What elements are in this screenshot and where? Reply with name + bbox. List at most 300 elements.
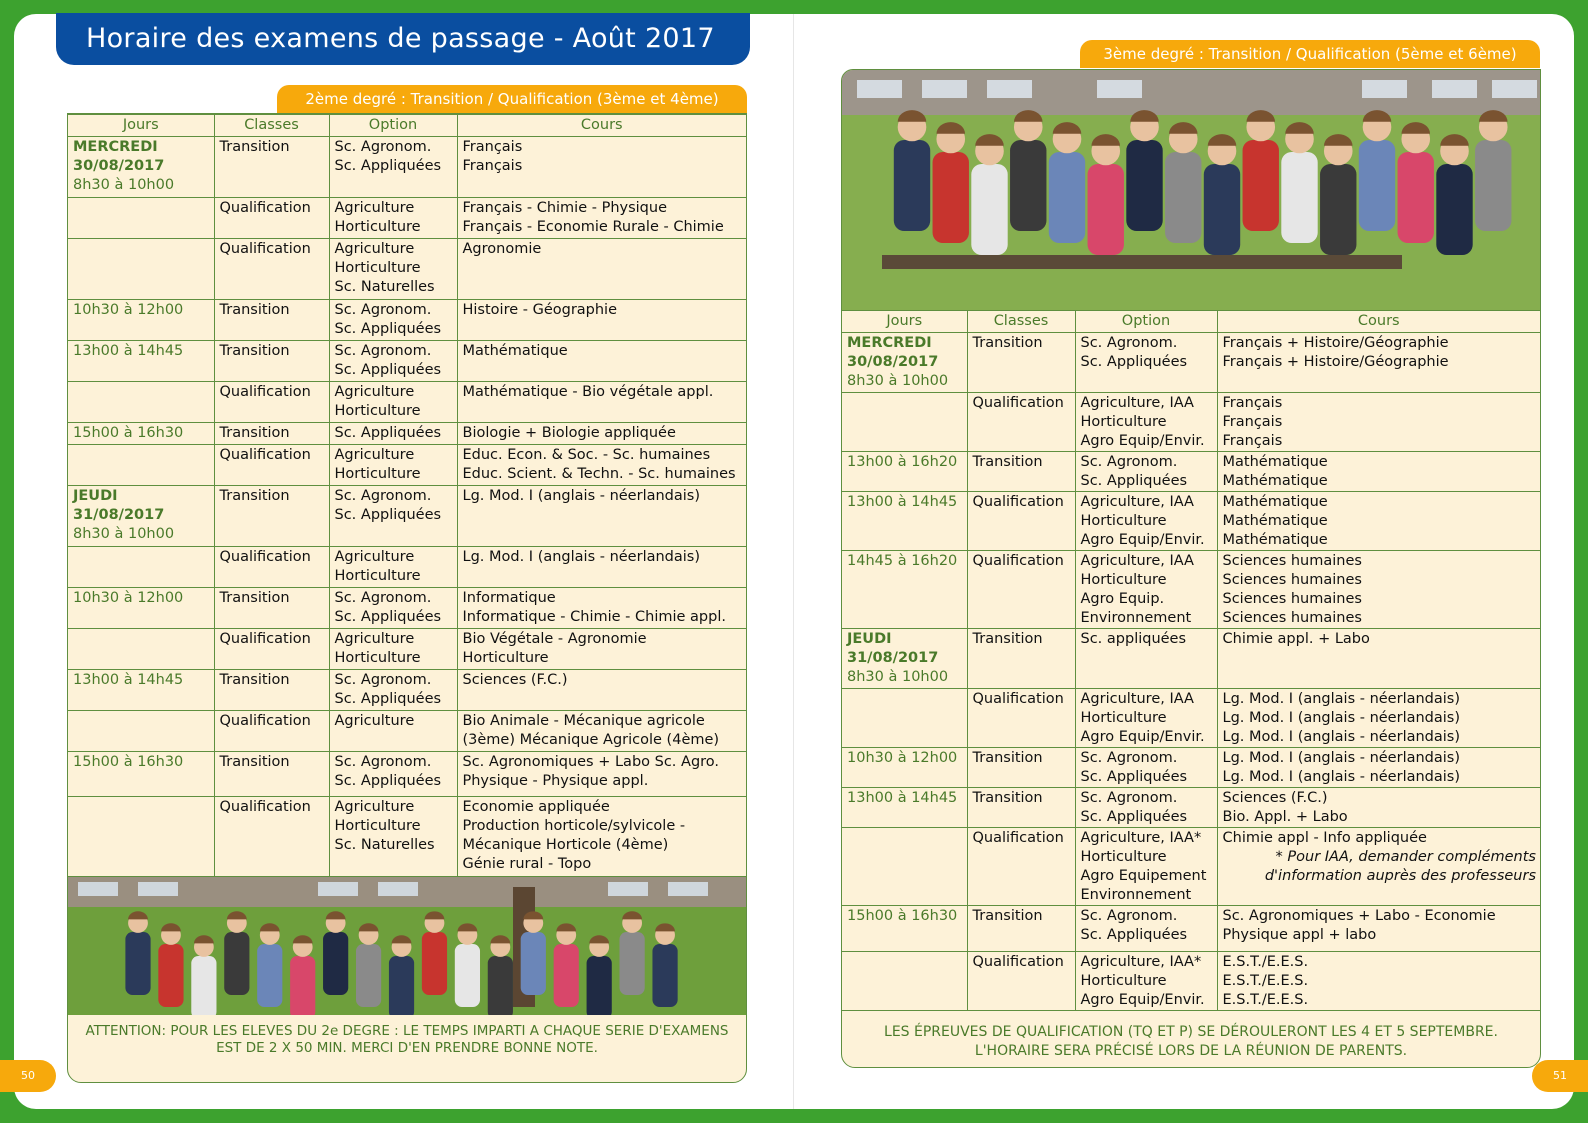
- jours-line: 10h30 à 12h00: [73, 590, 184, 606]
- cours-cell: [457, 198, 746, 239]
- option-line: Sc. Appliquées: [1080, 769, 1188, 785]
- jours-line: JEUDI: [847, 631, 892, 647]
- option-line: Sc. Appliquées: [334, 158, 442, 174]
- option-cell: [329, 629, 457, 670]
- cours-cell: [1217, 906, 1540, 952]
- classes-text: Qualification: [972, 553, 1064, 569]
- cours-line: Sciences humaines: [1222, 572, 1362, 588]
- jours-line: 8h30 à 10h00: [847, 669, 949, 685]
- cours-line: Bio Animale - Mécanique agricole: [462, 713, 705, 729]
- right-degree-tab: 3ème degré : Transition / Qualification (5ème et 6ème): [1080, 40, 1540, 68]
- jours-cell: [68, 797, 214, 877]
- jours-line: 8h30 à 10h00: [847, 373, 949, 389]
- option-line: Agriculture, IAA: [1080, 395, 1194, 411]
- classes-text: Transition: [219, 302, 290, 318]
- option-line: Horticulture: [1080, 973, 1167, 989]
- table-row: [68, 198, 746, 239]
- cours-cell: [457, 711, 746, 752]
- jours-line: 13h00 à 14h45: [73, 672, 184, 688]
- option-cell: [329, 547, 457, 588]
- option-line: Horticulture: [1080, 710, 1167, 726]
- option-line: Horticulture: [334, 818, 421, 834]
- cours-cell: [457, 588, 746, 629]
- classes-cell: [214, 588, 329, 629]
- option-line: Sc. Agronom.: [1080, 335, 1178, 351]
- table-row: [68, 341, 746, 382]
- header-classes: Classes: [967, 311, 1075, 333]
- classes-cell: [214, 670, 329, 711]
- option-line: Environnement: [1080, 610, 1192, 626]
- classes-cell: [967, 452, 1075, 492]
- cours-line: Educ. Econ. & Soc. - Sc. humaines: [462, 447, 711, 463]
- option-line: Sc. Agronom.: [1080, 750, 1178, 766]
- cours-cell: [457, 423, 746, 445]
- cours-line: Physique - Physique appl.: [462, 773, 649, 789]
- option-line: Agriculture: [334, 384, 415, 400]
- cours-line: E.S.T./E.E.S.: [1222, 992, 1309, 1008]
- option-cell: [329, 670, 457, 711]
- classes-text: Transition: [219, 590, 290, 606]
- classes-cell: [967, 748, 1075, 788]
- classes-cell: [967, 492, 1075, 551]
- option-line: Agriculture: [334, 447, 415, 463]
- cours-line: Lg. Mod. I (anglais - néerlandais): [462, 488, 701, 504]
- table-row: [842, 629, 1540, 689]
- jours-line: MERCREDI: [847, 335, 932, 351]
- option-line: Horticulture: [334, 568, 421, 584]
- table-row: [68, 752, 746, 797]
- option-cell: [1075, 452, 1217, 492]
- cours-cell: [1217, 492, 1540, 551]
- jours-cell: [842, 393, 967, 452]
- jours-cell: [68, 423, 214, 445]
- cours-line: Sciences humaines: [1222, 591, 1362, 607]
- cours-cell: [1217, 629, 1540, 689]
- option-line: Horticulture: [1080, 513, 1167, 529]
- jours-line: 15h00 à 16h30: [73, 425, 184, 441]
- left-note-line-1: ATTENTION: POUR LES ELEVES DU 2e DEGRE : LE TEMPS IMPARTI A CHAQUE SERIE D'EXAMENS: [85, 1023, 729, 1039]
- header-jours: Jours: [68, 115, 214, 137]
- cours-line: Informatique - Chimie - Chimie appl.: [462, 609, 726, 625]
- table-row: [68, 670, 746, 711]
- cours-cell: [457, 341, 746, 382]
- right-schedule-box: [841, 69, 1541, 1068]
- jours-line: 13h00 à 16h20: [847, 454, 958, 470]
- option-line: Agriculture, IAA*: [1080, 830, 1202, 846]
- jours-cell: [842, 333, 967, 393]
- classes-cell: [214, 341, 329, 382]
- option-cell: [329, 300, 457, 341]
- cours-line: Lg. Mod. I (anglais - néerlandais): [1222, 710, 1461, 726]
- jours-line: 14h45 à 16h20: [847, 553, 958, 569]
- classes-text: Qualification: [972, 830, 1064, 846]
- table-row: [68, 137, 746, 198]
- option-line: Horticulture: [334, 260, 421, 276]
- header-option: Option: [1075, 311, 1217, 333]
- footnote-line: * Pour IAA, demander compléments: [1275, 849, 1536, 865]
- cours-line: Français: [462, 139, 523, 155]
- classes-text: Transition: [972, 750, 1043, 766]
- cours-line: Mathématique - Bio végétale appl.: [462, 384, 714, 400]
- option-cell: [329, 486, 457, 547]
- classes-text: Transition: [972, 790, 1043, 806]
- cours-line: Sc. Agronomiques + Labo Sc. Agro.: [462, 754, 720, 770]
- cours-cell: [1217, 788, 1540, 828]
- jours-line: 15h00 à 16h30: [847, 908, 958, 924]
- classes-text: Qualification: [972, 691, 1064, 707]
- table-row: [842, 952, 1540, 1011]
- classes-text: Transition: [972, 631, 1043, 647]
- table-row: [68, 382, 746, 423]
- cours-line: (3ème) Mécanique Agricole (4ème): [462, 732, 720, 748]
- classes-cell: [214, 711, 329, 752]
- cours-cell: [1217, 333, 1540, 393]
- cours-cell: [1217, 828, 1540, 906]
- option-line: Agriculture, IAA*: [1080, 954, 1202, 970]
- option-cell: [329, 137, 457, 198]
- jours-line: JEUDI: [73, 488, 118, 504]
- option-line: Sc. Agronom.: [334, 488, 432, 504]
- option-line: Horticulture: [1080, 572, 1167, 588]
- cours-line: Français: [1222, 414, 1283, 430]
- classes-text: Transition: [219, 672, 290, 688]
- cours-cell: [457, 300, 746, 341]
- cours-line: Français + Histoire/Géographie: [1222, 335, 1449, 351]
- option-line: Sc. Agronom.: [1080, 790, 1178, 806]
- cours-cell: [457, 382, 746, 423]
- classes-text: Qualification: [972, 954, 1064, 970]
- jours-cell: [68, 588, 214, 629]
- option-line: Agriculture: [334, 713, 415, 729]
- option-cell: [1075, 689, 1217, 748]
- cours-line: Français: [1222, 433, 1283, 449]
- option-line: Agro Equip/Envir.: [1080, 433, 1205, 449]
- option-cell: [1075, 788, 1217, 828]
- option-line: Sc. Appliquées: [334, 362, 442, 378]
- classes-cell: [214, 445, 329, 486]
- jours-cell: [842, 689, 967, 748]
- option-line: Sc. Appliquées: [334, 609, 442, 625]
- classes-text: Qualification: [219, 384, 311, 400]
- option-cell: [329, 423, 457, 445]
- option-line: Environnement: [1080, 887, 1192, 903]
- cours-line: Chimie appl. + Labo: [1222, 631, 1370, 647]
- cours-line: Français - Economie Rurale - Chimie: [462, 219, 724, 235]
- option-line: Sc. Agronom.: [334, 139, 432, 155]
- table-row: [68, 423, 746, 445]
- cours-line: Mathématique: [1222, 454, 1328, 470]
- jours-cell: [842, 452, 967, 492]
- table-row: [68, 445, 746, 486]
- option-line: Agro Equip/Envir.: [1080, 992, 1205, 1008]
- cours-line: E.S.T./E.E.S.: [1222, 973, 1309, 989]
- classes-cell: [967, 788, 1075, 828]
- cours-line: Chimie appl - Info appliquée: [1222, 830, 1427, 846]
- cours-line: Lg. Mod. I (anglais - néerlandais): [1222, 769, 1461, 785]
- jours-cell: [68, 670, 214, 711]
- jours-line: 30/08/2017: [847, 354, 939, 370]
- jours-cell: [842, 629, 967, 689]
- option-line: Sc. Appliquées: [334, 773, 442, 789]
- classes-text: Qualification: [972, 494, 1064, 510]
- option-line: Sc. Appliquées: [334, 425, 442, 441]
- cours-line: Production horticole/sylvicole -: [462, 818, 686, 834]
- table-row: [842, 748, 1540, 788]
- table-row: [68, 629, 746, 670]
- option-cell: [1075, 492, 1217, 551]
- option-line: Sc. Naturelles: [334, 279, 435, 295]
- right-group-photo: [842, 70, 1540, 310]
- option-cell: [329, 198, 457, 239]
- classes-cell: [214, 629, 329, 670]
- cours-line: Mathématique: [1222, 532, 1328, 548]
- classes-text: Qualification: [219, 713, 311, 729]
- header-option: Option: [329, 115, 457, 137]
- cours-line: Histoire - Géographie: [462, 302, 618, 318]
- classes-cell: [967, 551, 1075, 629]
- page-number-left: 50: [0, 1060, 56, 1092]
- option-line: Agriculture: [334, 549, 415, 565]
- classes-cell: [967, 629, 1075, 689]
- table-row: [842, 393, 1540, 452]
- left-note-line-2: EST DE 2 X 50 MIN. MERCI D'EN PRENDRE BONNE NOTE.: [216, 1040, 598, 1056]
- cours-cell: [457, 629, 746, 670]
- classes-cell: [214, 423, 329, 445]
- option-cell: [1075, 906, 1217, 952]
- jours-cell: [68, 752, 214, 797]
- classes-cell: [967, 393, 1075, 452]
- classes-cell: [214, 239, 329, 300]
- option-line: Agro Equip.: [1080, 591, 1165, 607]
- cours-line: Lg. Mod. I (anglais - néerlandais): [462, 549, 701, 565]
- page-title: Horaire des examens de passage - Août 2017: [56, 13, 750, 65]
- cours-line: Mathématique: [462, 343, 568, 359]
- jours-cell: [842, 492, 967, 551]
- classes-text: Transition: [219, 139, 290, 155]
- cours-cell: [1217, 393, 1540, 452]
- classes-text: Transition: [972, 335, 1043, 351]
- classes-text: Transition: [972, 908, 1043, 924]
- cours-line: Bio. Appl. + Labo: [1222, 809, 1348, 825]
- classes-cell: [214, 382, 329, 423]
- option-cell: [1075, 748, 1217, 788]
- table-row: [842, 689, 1540, 748]
- header-cours: Cours: [1217, 311, 1540, 333]
- cours-line: Mathématique: [1222, 513, 1328, 529]
- option-line: Horticulture: [334, 466, 421, 482]
- right-note-line-2: L'HORAIRE SERA PRÉCISÉ LORS DE LA RÉUNION DE PARENTS.: [974, 1043, 1408, 1059]
- option-line: Agriculture: [334, 799, 415, 815]
- header-classes: Classes: [214, 115, 329, 137]
- classes-cell: [967, 828, 1075, 906]
- table-row: [842, 492, 1540, 551]
- cours-cell: [1217, 952, 1540, 1011]
- classes-text: Qualification: [219, 549, 311, 565]
- jours-cell: [68, 547, 214, 588]
- header-cours: Cours: [457, 115, 746, 137]
- cours-line: Horticulture: [462, 650, 549, 666]
- classes-cell: [214, 198, 329, 239]
- option-line: Sc. Appliquées: [334, 321, 442, 337]
- cours-line: E.S.T./E.E.S.: [1222, 954, 1309, 970]
- classes-text: Transition: [219, 754, 290, 770]
- option-cell: [1075, 393, 1217, 452]
- option-line: Sc. Agronom.: [334, 590, 432, 606]
- cours-line: Lg. Mod. I (anglais - néerlandais): [1222, 750, 1461, 766]
- option-line: Horticulture: [334, 403, 421, 419]
- jours-line: 10h30 à 12h00: [847, 750, 958, 766]
- cours-line: Sciences humaines: [1222, 553, 1362, 569]
- classes-text: Qualification: [219, 241, 311, 257]
- option-cell: [329, 797, 457, 877]
- jours-line: 10h30 à 12h00: [73, 302, 184, 318]
- cours-cell: [457, 797, 746, 877]
- cours-cell: [457, 445, 746, 486]
- option-line: Sc. appliquées: [1080, 631, 1187, 647]
- classes-cell: [214, 752, 329, 797]
- option-cell: [329, 239, 457, 300]
- option-cell: [329, 445, 457, 486]
- classes-text: Transition: [219, 488, 290, 504]
- jours-line: 8h30 à 10h00: [73, 177, 175, 193]
- classes-cell: [214, 486, 329, 547]
- classes-text: Transition: [972, 454, 1043, 470]
- footnote-line: d'information auprès des professeurs: [1264, 868, 1536, 884]
- option-line: Agriculture, IAA: [1080, 494, 1194, 510]
- jours-line: 31/08/2017: [847, 650, 939, 666]
- cours-cell: [457, 752, 746, 797]
- jours-cell: [68, 137, 214, 198]
- cours-cell: [1217, 551, 1540, 629]
- right-note-line-1: LES ÉPREUVES DE QUALIFICATION (TQ ET P) SE DÉROULERONT LES 4 ET 5 SEPTEMBRE.: [884, 1024, 1498, 1040]
- option-line: Horticulture: [1080, 414, 1167, 430]
- cours-line: Economie appliquée: [462, 799, 610, 815]
- cours-line: Français: [1222, 395, 1283, 411]
- jours-cell: [842, 551, 967, 629]
- option-line: Sc. Agronom.: [334, 302, 432, 318]
- header-jours: Jours: [842, 311, 967, 333]
- classes-text: Qualification: [219, 631, 311, 647]
- jours-cell: [68, 382, 214, 423]
- option-line: Agro Equip/Envir.: [1080, 532, 1205, 548]
- option-line: Sc. Agronom.: [334, 672, 432, 688]
- option-cell: [1075, 952, 1217, 1011]
- left-group-photo: [68, 877, 746, 1015]
- cours-cell: [1217, 452, 1540, 492]
- jours-cell: [842, 952, 967, 1011]
- jours-cell: [842, 828, 967, 906]
- table-row: [68, 239, 746, 300]
- option-cell: [329, 711, 457, 752]
- classes-text: Qualification: [219, 447, 311, 463]
- cours-line: Sciences humaines: [1222, 610, 1362, 626]
- cours-line: Bio Végétale - Agronomie: [462, 631, 647, 647]
- left-schedule-table: [68, 114, 746, 877]
- jours-line: 13h00 à 14h45: [73, 343, 184, 359]
- option-cell: [1075, 629, 1217, 689]
- classes-cell: [214, 797, 329, 877]
- cours-cell: [457, 239, 746, 300]
- table-row: [842, 551, 1540, 629]
- cours-line: Educ. Scient. & Techn. - Sc. humaines: [462, 466, 736, 482]
- jours-line: 15h00 à 16h30: [73, 754, 184, 770]
- option-line: Agriculture, IAA: [1080, 691, 1194, 707]
- option-line: Sc. Appliquées: [1080, 809, 1188, 825]
- option-line: Agro Equip/Envir.: [1080, 729, 1205, 745]
- option-line: Sc. Agronom.: [1080, 454, 1178, 470]
- option-cell: [1075, 828, 1217, 906]
- jours-cell: [68, 629, 214, 670]
- cours-cell: [1217, 748, 1540, 788]
- cours-line: Informatique: [462, 590, 556, 606]
- table-row: [842, 828, 1540, 906]
- option-line: Sc. Agronom.: [334, 754, 432, 770]
- option-line: Agriculture, IAA: [1080, 553, 1194, 569]
- table-row: [68, 486, 746, 547]
- cours-line: Sciences (F.C.): [1222, 790, 1328, 806]
- cours-line: Génie rural - Topo: [462, 856, 592, 872]
- jours-cell: [842, 788, 967, 828]
- classes-cell: [214, 137, 329, 198]
- classes-cell: [967, 952, 1075, 1011]
- jours-cell: [842, 906, 967, 952]
- table-row: [68, 588, 746, 629]
- classes-text: Transition: [219, 343, 290, 359]
- table-row: [68, 711, 746, 752]
- classes-text: Qualification: [219, 799, 311, 815]
- classes-cell: [214, 300, 329, 341]
- option-line: Sc. Appliquées: [1080, 927, 1188, 943]
- cours-line: Français + Histoire/Géographie: [1222, 354, 1449, 370]
- table-row: [842, 452, 1540, 492]
- right-qualification-note: [842, 1011, 1540, 1061]
- option-line: Agro Equipement: [1080, 868, 1207, 884]
- cours-line: Mathématique: [1222, 473, 1328, 489]
- option-cell: [329, 752, 457, 797]
- option-line: Agriculture: [334, 241, 415, 257]
- table-row: [68, 547, 746, 588]
- table-row: [842, 788, 1540, 828]
- table-row: [842, 906, 1540, 952]
- cours-cell: [457, 547, 746, 588]
- table-row: [842, 333, 1540, 393]
- right-schedule-table: [842, 310, 1540, 1011]
- option-line: Sc. Agronom.: [334, 343, 432, 359]
- option-cell: [1075, 333, 1217, 393]
- cours-cell: [1217, 689, 1540, 748]
- option-cell: [1075, 551, 1217, 629]
- page-number-right: 51: [1532, 1060, 1588, 1092]
- classes-text: Qualification: [972, 395, 1064, 411]
- option-line: Sc. Naturelles: [334, 837, 435, 853]
- jours-cell: [842, 748, 967, 788]
- left-attention-note: [68, 1015, 746, 1057]
- option-line: Horticulture: [334, 650, 421, 666]
- option-line: Sc. Appliquées: [334, 507, 442, 523]
- left-schedule-box: [67, 113, 747, 1083]
- jours-line: 31/08/2017: [73, 507, 165, 523]
- cours-line: Sciences (F.C.): [462, 672, 568, 688]
- table-row: [68, 797, 746, 877]
- cours-line: Mécanique Horticole (4ème): [462, 837, 669, 853]
- cours-cell: [457, 486, 746, 547]
- cours-line: Biologie + Biologie appliquée: [462, 425, 676, 441]
- page-fold: [793, 14, 794, 1109]
- jours-line: MERCREDI: [73, 139, 158, 155]
- classes-text: Qualification: [219, 200, 311, 216]
- cours-cell: [457, 670, 746, 711]
- option-line: Sc. Appliquées: [1080, 354, 1188, 370]
